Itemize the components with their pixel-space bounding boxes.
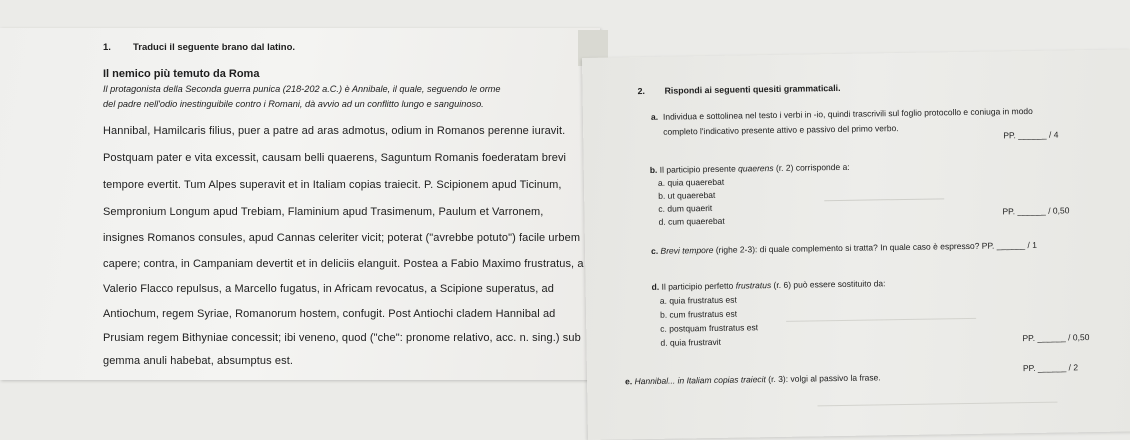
question-d-option: a. quia frustratus est: [659, 294, 737, 306]
question-e: [625, 373, 881, 386]
question-a-line-2: completo l'indicativo presente attivo e passivo del primo verbo.: [663, 123, 899, 137]
question-d: [652, 279, 886, 291]
question-a-letter: a.: [650, 111, 659, 122]
question-b-letter: b.: [649, 164, 658, 175]
question-d-option: c. postquam frustratus est: [660, 322, 759, 334]
question-a-line-1: Individua e sottolinea nel testo i verbi in -io, quindi trascrivili sul foglio protocollo e coniuga in modo: [662, 105, 1033, 122]
latin-line-6: capere; contra, in Campaniam devertit et in deliciis elanguit. Postea a Fabio Maximo frustratus, a: [103, 258, 584, 270]
exercise-2-title: Rispondi ai seguenti quesiti grammaticali.: [664, 82, 841, 96]
question-c-text: (righe 2-3): di quale complemento si tratta? In quale caso è espresso? PP. ______ / 1: [713, 239, 1037, 255]
question-a-points: PP. ______ / 4: [1003, 129, 1059, 141]
question-d-option: b. cum frustratus est: [659, 308, 738, 320]
latin-line-3: tempore evertit. Tum Alpes superavit et in Italiam copias traiecit. P. Scipionem apud Ticinum,: [103, 179, 562, 191]
question-b-option: a. quia quaerebat: [657, 176, 725, 188]
question-b-suffix: (r. 2) corrisponde a:: [773, 161, 850, 174]
question-b-points: PP. ______ / 0,50: [1002, 205, 1070, 217]
latin-line-2: Postquam pater e vita excessit, causam belli quaerens, Saguntum Romanis foederatam brevi: [103, 152, 567, 164]
exercise-2-number: 2.: [637, 86, 645, 97]
question-e-suffix: (r. 3): volgi al passivo la frase.: [765, 372, 881, 385]
question-b: [650, 163, 850, 175]
left-worksheet: [0, 28, 600, 380]
question-c: [651, 241, 1037, 256]
passage-title: Il nemico più temuto da Roma: [103, 68, 260, 80]
question-b-option: b. ut quaerebat: [658, 189, 716, 201]
question-e-term: Hannibal... in Italiam copias traiecit: [634, 374, 766, 387]
question-b-term: quaerens: [738, 163, 774, 174]
question-d-letter: d.: [651, 281, 660, 292]
exercise-1-number: 1.: [103, 42, 111, 53]
latin-line-8: Antiochum, regem Syriae, Romanorum hostem, confugit. Post Antiochi cladem Hannibal ad: [103, 308, 556, 320]
latin-line-1: Hannibal, Hamilcaris filius, puer a patre ad aras admotus, odium in Romanos perenne iuravit.: [103, 125, 566, 137]
bleed-through-mark: [817, 396, 1057, 407]
bleed-through-mark: [824, 192, 944, 201]
question-e-points: PP. ______ / 2: [1022, 362, 1079, 374]
question-d-suffix: (r. 6) può essere sostituito da:: [771, 278, 886, 291]
question-d-prefix: Il participio perfetto: [661, 280, 736, 292]
exercise-1-title: Traduci il seguente brano dal latino.: [133, 42, 296, 53]
intro-line-2: del padre nell'odio inestinguibile contro i Romani, dà avvio ad un conflitto lungo e sanguinoso.: [103, 99, 484, 109]
question-d-term: frustratus: [735, 280, 772, 291]
latin-line-9: Prusiam regem Bithyniae concessit; ibi veneno, quod ("che": pronome relativo, acc. n. sing.) sub: [103, 332, 581, 344]
question-b-option: d. cum quaerebat: [658, 215, 725, 227]
bleed-through-mark: [786, 312, 976, 322]
latin-line-4: Sempronium Longum apud Trebiam, Flaminium apud Trasimenum, Paulum et Varronem,: [103, 206, 544, 218]
question-d-option: d. quia frustravit: [660, 336, 722, 348]
right-worksheet: [582, 49, 1130, 440]
question-d-points: PP. ______ / 0,50: [1022, 332, 1090, 344]
latin-line-5: insignes Romanos consules, apud Cannas celeriter vicit; poterat ("avrebbe potuto") facile urbem: [103, 232, 581, 244]
question-e-letter: e.: [625, 376, 633, 387]
question-c-letter: c.: [650, 245, 659, 256]
question-b-prefix: Il participio presente: [659, 163, 739, 175]
question-b-option: c. dum quaerit: [658, 202, 713, 214]
latin-line-7: Valerio Flacco repulsus, a Marcello fugatus, in Africam revocatus, a Scipione superatus, ad: [103, 283, 554, 295]
latin-line-10: gemma anuli habebat, absumptus est.: [103, 355, 294, 367]
intro-line-1: Il protagonista della Seconda guerra punica (218-202 a.C.) è Annibale, il quale, seguendo le orme: [103, 84, 501, 94]
question-c-term: Brevi tempore: [660, 244, 714, 256]
